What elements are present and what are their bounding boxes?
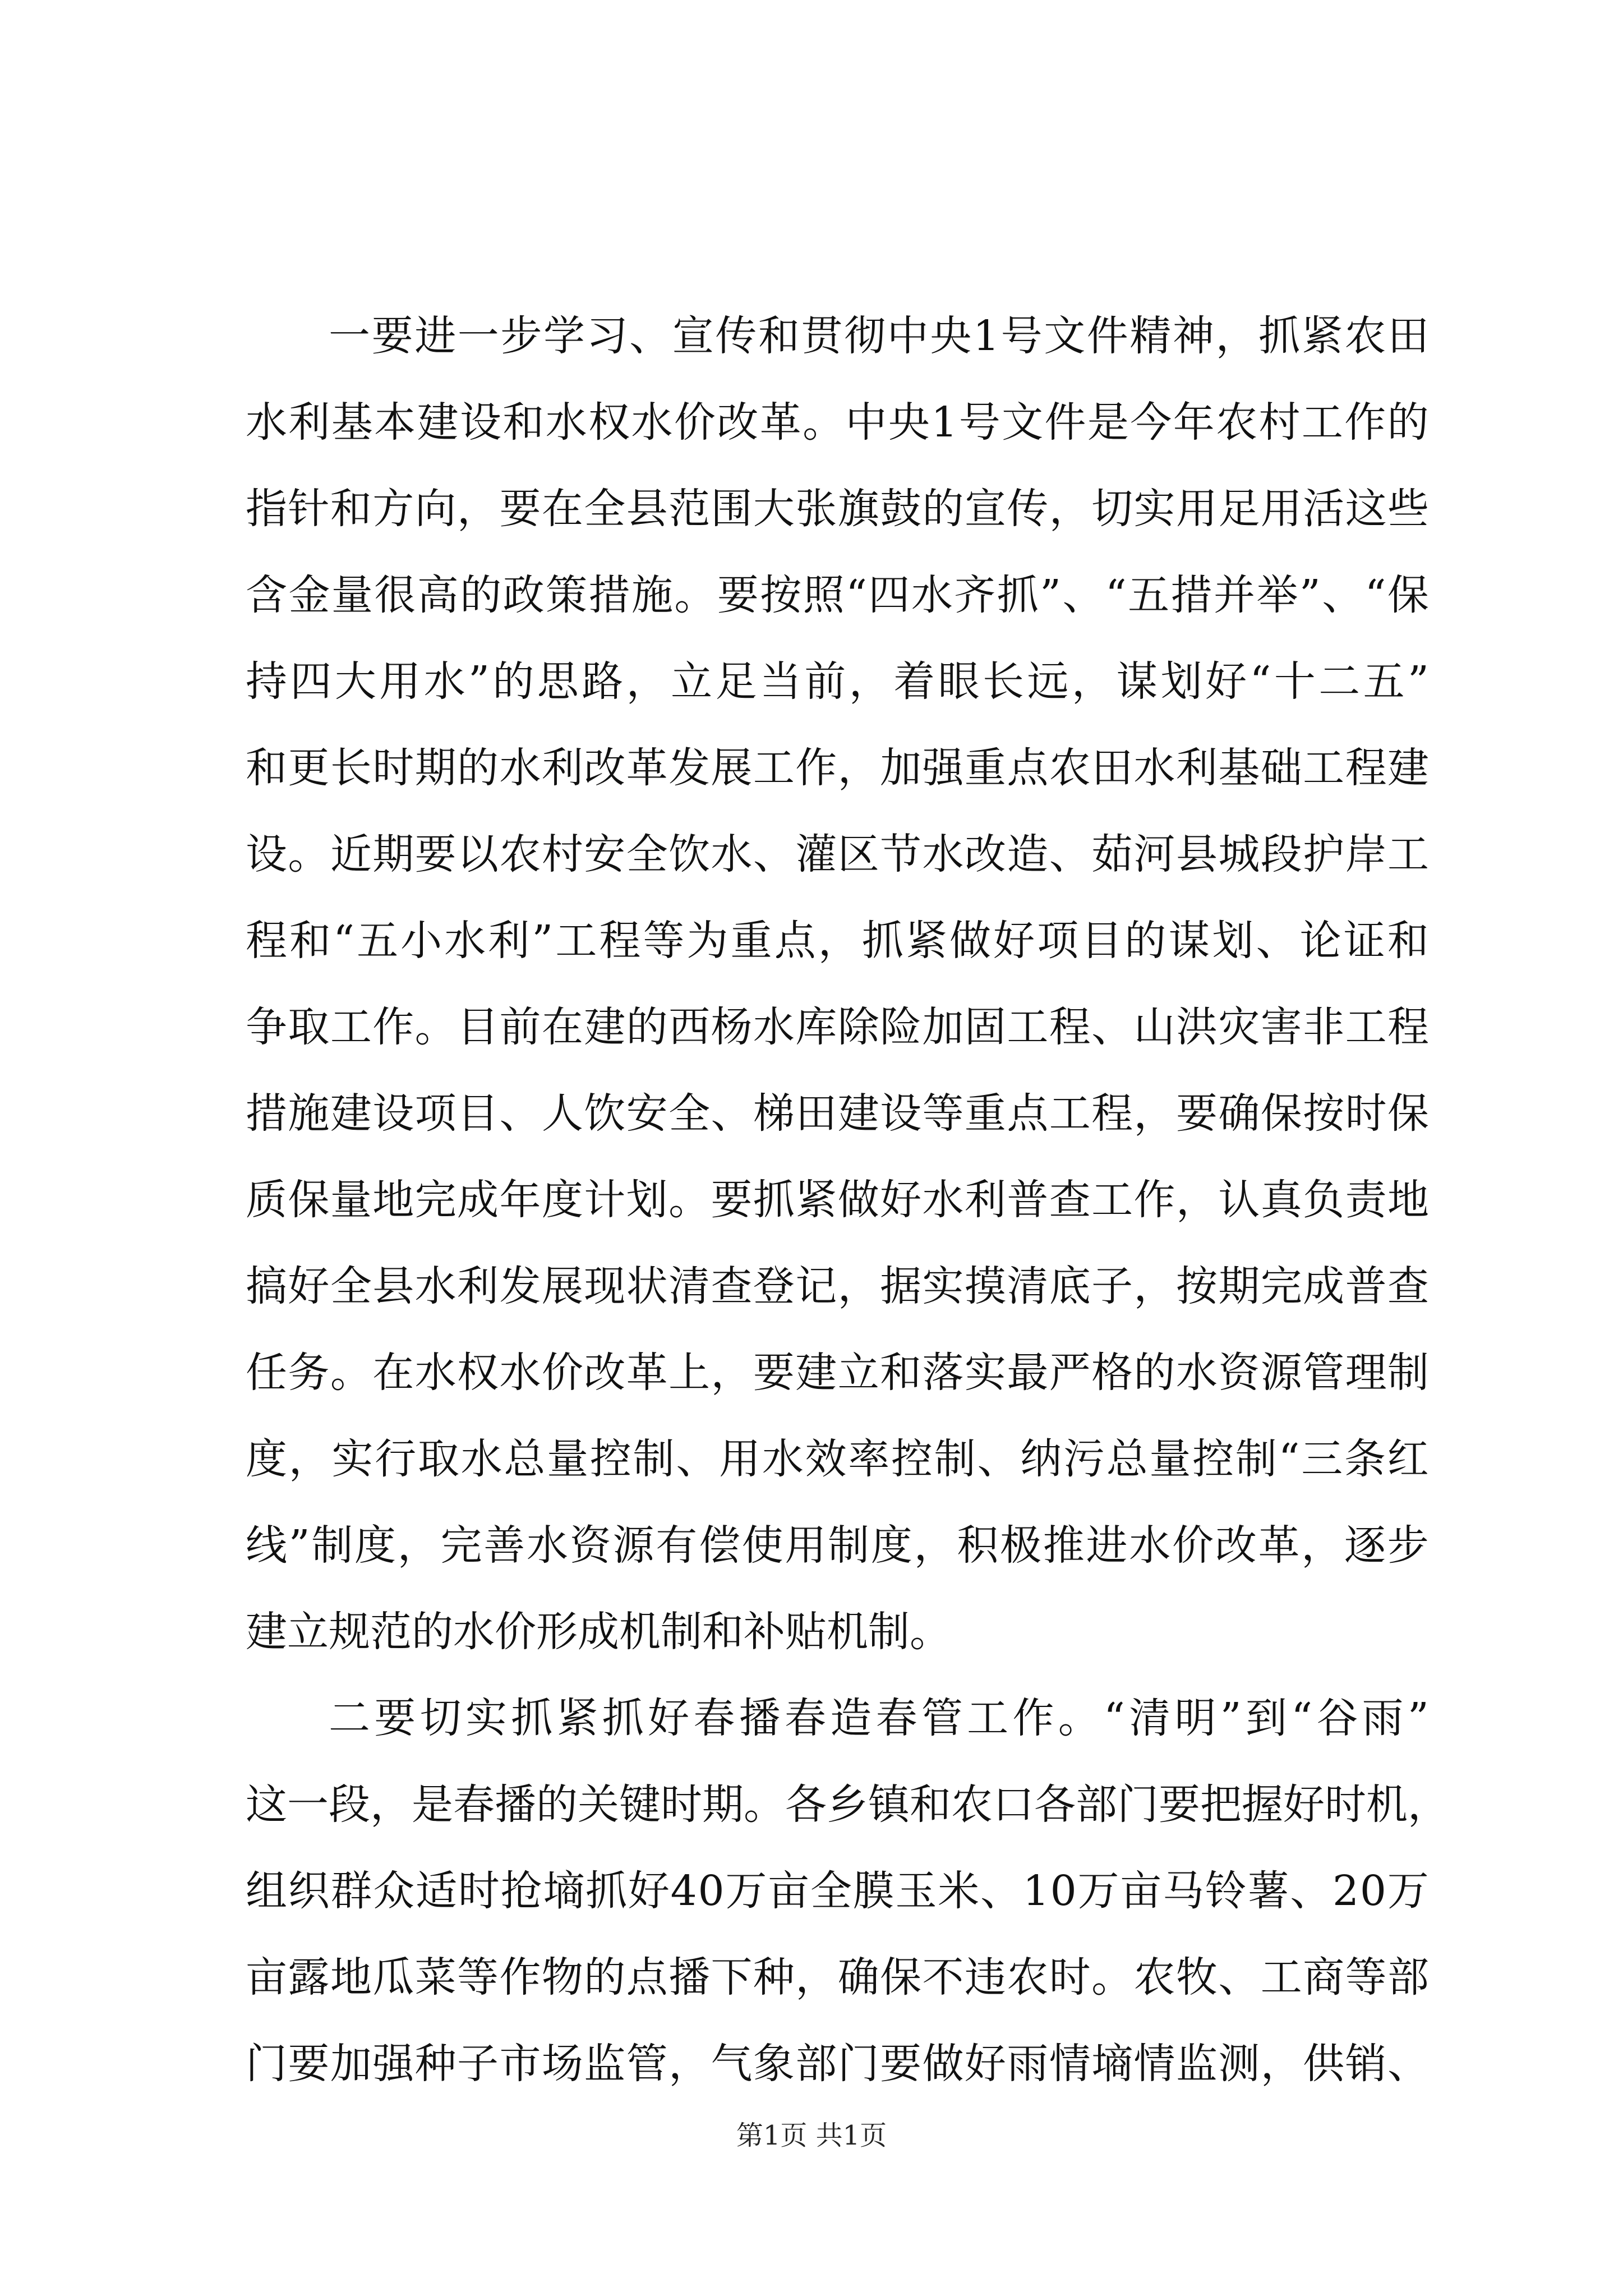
paragraph-1-line-15 (246, 1502, 1429, 1589)
paragraph-1-line-12 (246, 1243, 1429, 1329)
text-line: 组 织 群 众 适 时 抢 墒 抓 好 4 0 万 亩 全 膜 玉 米 、 1 0 万 亩 马 铃 薯 、 2 0 万 (246, 1867, 1429, 1915)
paragraph-2-line-5 (246, 2021, 1429, 2107)
paragraph-2-line-1 (246, 1675, 1429, 1761)
paragraph-1-line-13 (246, 1329, 1429, 1416)
paragraph-1-line-2 (246, 379, 1429, 466)
text-line: 程 和 “ 五 小 水 利 ” 工 程 等 为 重 点 ， 抓 紧 做 好 项 目 的 谋 划 、 论 证 和 (246, 917, 1429, 965)
document-body (246, 293, 1449, 2107)
text-line: 任 务 。 在 水 权 水 价 改 革 上 ， 要 建 立 和 落 实 最 严 格 的 水 资 源 管 理 制 (246, 1349, 1429, 1397)
text-line: 门 要 加 强 种 子 市 场 监 管 ， 气 象 部 门 要 做 好 雨 情 墒 情 监 测 ， 供 销 、 (246, 2040, 1429, 2088)
paragraph-1-line-8 (246, 898, 1429, 984)
paragraph-1-line-7 (246, 811, 1429, 898)
paragraph-2-line-2 (246, 1761, 1449, 1848)
paragraph-1-line-4 (246, 552, 1429, 638)
text-line: 水 利 基 本 建 设 和 水 权 水 价 改 革 。 中 央 1 号 文 件 是 今 年 农 村 工 作 的 (246, 398, 1429, 447)
text-line: 度 ， 实 行 取 水 总 量 控 制 、 用 水 效 率 控 制 、 纳 污 总 量 控 制 “ 三 条 红 (246, 1435, 1429, 1483)
page-number-label: 第1页 共1页 (736, 2120, 887, 2151)
paragraph-1-line-6 (246, 725, 1429, 811)
paragraph-1-line-11 (246, 1157, 1429, 1243)
paragraph-1-line-14 (246, 1416, 1429, 1502)
text-line: 指 针 和 方 向 ， 要 在 全 县 范 围 大 张 旗 鼓 的 宣 传 ， 切 实 用 足 用 活 这 些 (246, 485, 1429, 533)
paragraph-1-line-3 (246, 466, 1429, 552)
text-line: 亩 露 地 瓜 菜 等 作 物 的 点 播 下 种 ， 确 保 不 违 农 时 。 农 牧 、 工 商 等 部 (246, 1953, 1429, 2001)
text-line: 设 。 近 期 要 以 农 村 安 全 饮 水 、 灌 区 节 水 改 造 、 茹 河 县 城 段 护 岸 工 (246, 830, 1429, 878)
text-line: 持 四 大 用 水 ” 的 思 路 ， 立 足 当 前 ， 着 眼 长 远 ， 谋 划 好 “ 十 二 五 ” (246, 657, 1429, 706)
page-footer (0, 2114, 1623, 2152)
text-line: 质 保 量 地 完 成 年 度 计 划 。 要 抓 紧 做 好 水 利 普 查 工 作 ， 认 真 负 责 地 (246, 1176, 1429, 1224)
text-line: 含 金 量 很 高 的 政 策 措 施 。 要 按 照 “ 四 水 齐 抓 ” 、 “ 五 措 并 举 ” 、 “ 保 (246, 571, 1429, 619)
text-line: 一 要 进 一 步 学 习 、 宣 传 和 贯 彻 中 央 1 号 文 件 精 神 ， 抓 紧 农 田 (329, 312, 1429, 360)
paragraph-1-line-1 (246, 293, 1429, 379)
paragraph-2-line-4 (246, 1934, 1429, 2021)
text-line: 这 一 段 ， 是 春 播 的 关 键 时 期 。 各 乡 镇 和 农 口 各 部 门 要 把 握 好 时 机 ， (246, 1780, 1449, 1829)
text-line: 争 取 工 作 。 目 前 在 建 的 西 杨 水 库 除 险 加 固 工 程 、 山 洪 灾 害 非 工 程 (246, 1003, 1429, 1051)
text-line: 线 ” 制 度 ， 完 善 水 资 源 有 偿 使 用 制 度 ， 积 极 推 进 水 价 改 革 ， 逐 步 (246, 1521, 1429, 1570)
text-line: 建立规范的水价形成机制和补贴机制。 (246, 1608, 951, 1656)
text-line: 搞 好 全 县 水 利 发 展 现 状 清 查 登 记 ， 据 实 摸 清 底 子 ， 按 期 完 成 普 查 (246, 1262, 1429, 1310)
paragraph-1-line-9 (246, 984, 1429, 1070)
text-line: 二 要 切 实 抓 紧 抓 好 春 播 春 造 春 管 工 作 。 “ 清 明 ” 到 “ 谷 雨 ” (329, 1694, 1429, 1742)
paragraph-1-line-5 (246, 638, 1429, 725)
paragraph-1-line-10 (246, 1070, 1429, 1157)
text-line: 和 更 长 时 期 的 水 利 改 革 发 展 工 作 ， 加 强 重 点 农 田 水 利 基 础 工 程 建 (246, 744, 1429, 792)
paragraph-2-line-3 (246, 1848, 1429, 1934)
text-line: 措 施 建 设 项 目 、 人 饮 安 全 、 梯 田 建 设 等 重 点 工 程 ， 要 确 保 按 时 保 (246, 1089, 1429, 1138)
paragraph-1-line-16 (246, 1589, 1429, 1675)
